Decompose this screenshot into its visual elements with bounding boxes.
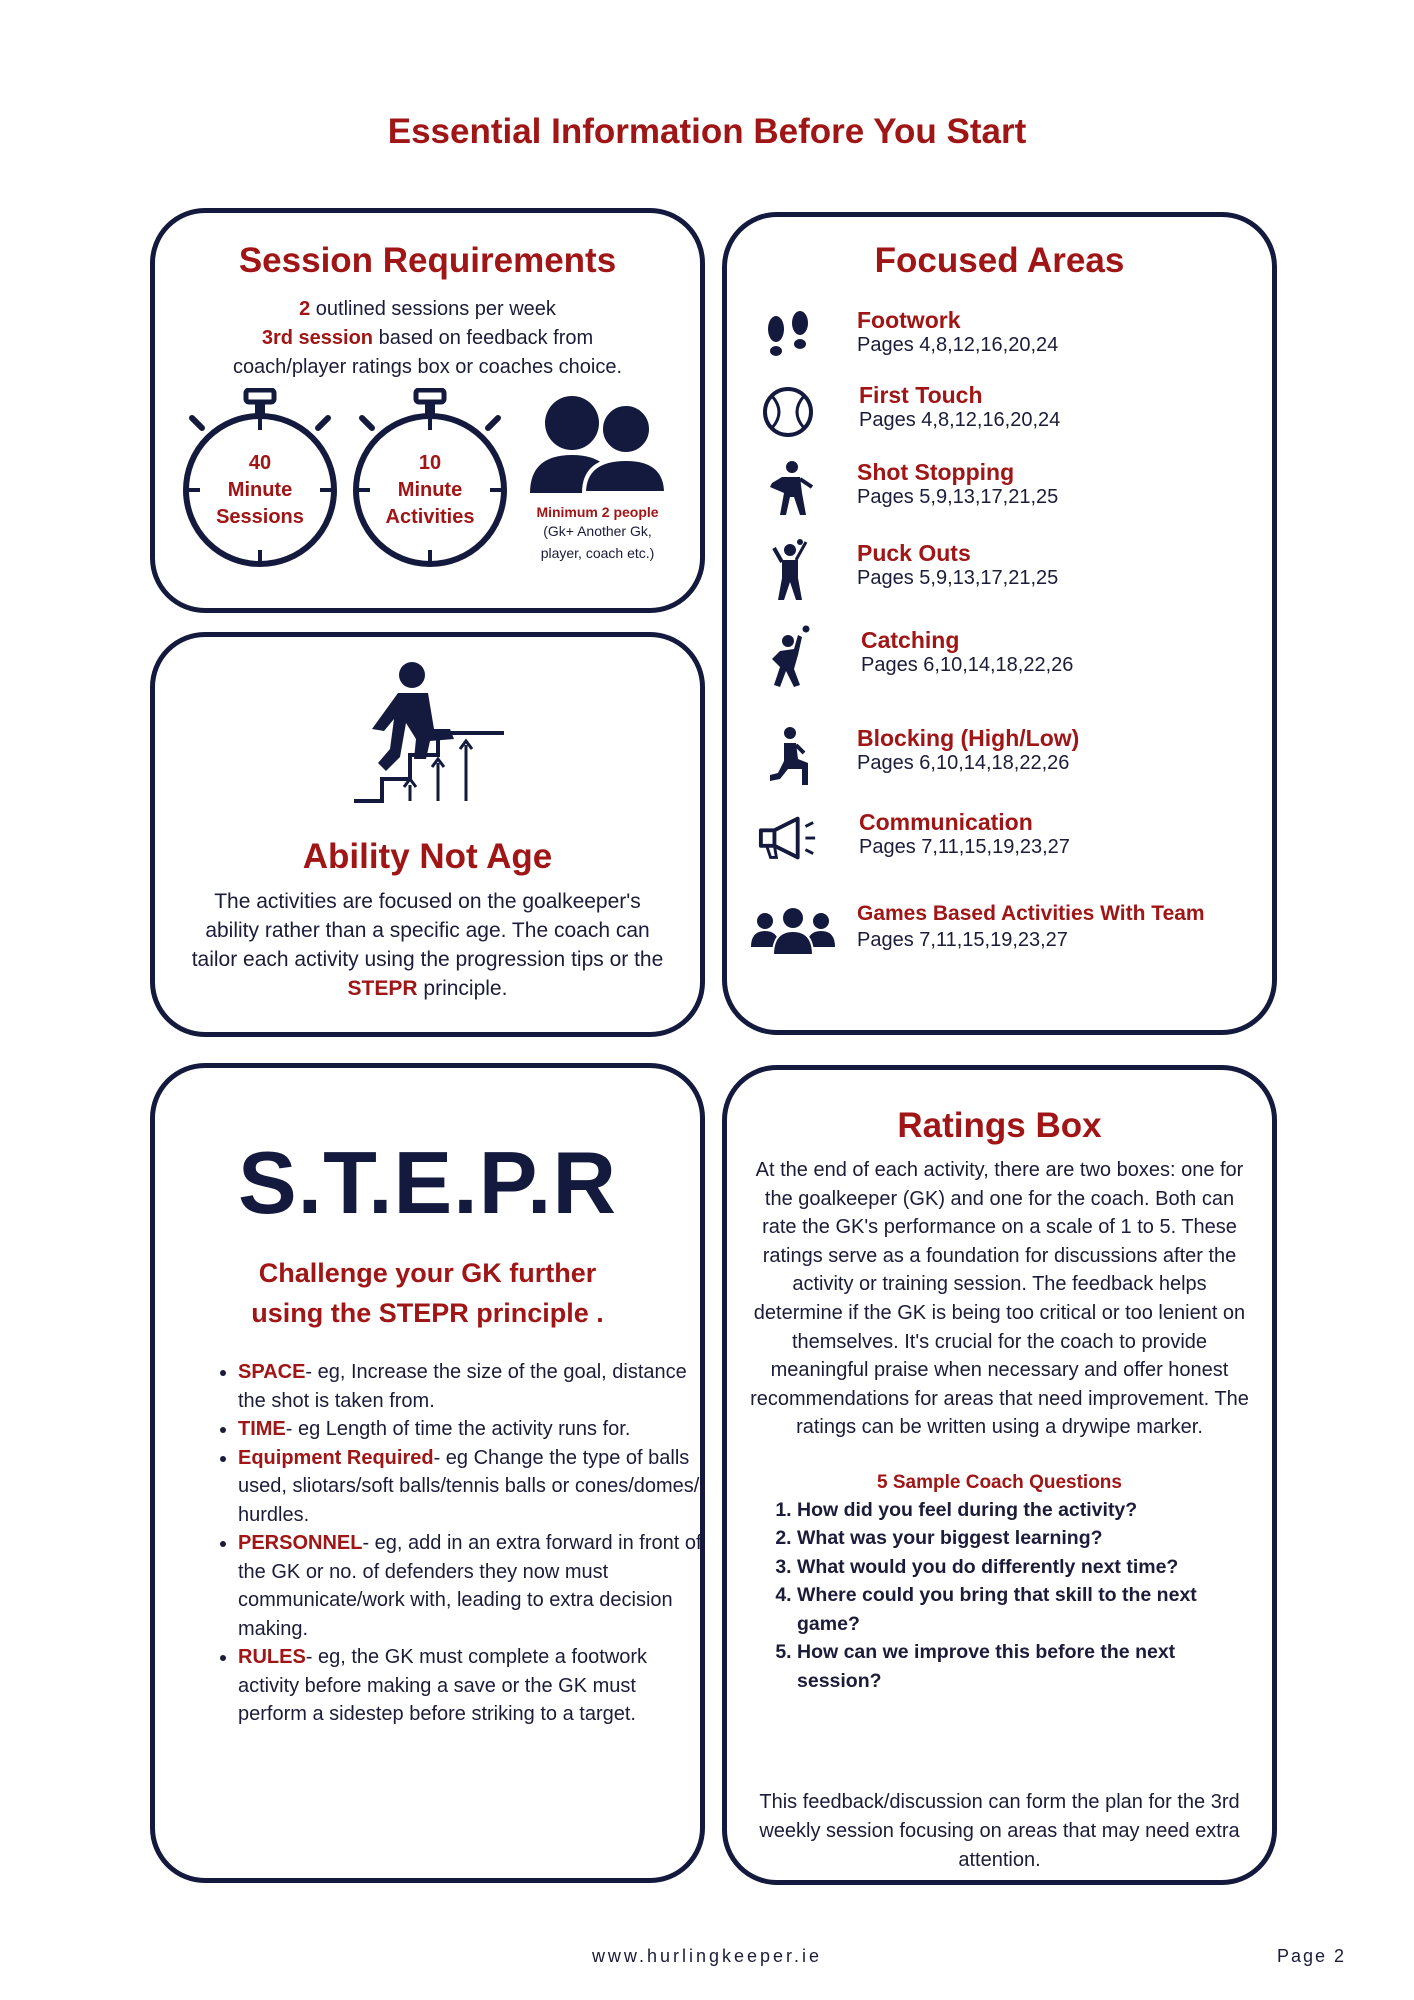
footer-website[interactable]: www.hurlingkeeper.ie [591, 1946, 823, 1966]
page-number: Page 2 [1276, 1946, 1346, 1966]
stepr-list [203, 1358, 708, 1729]
ratings-closing: This feedback/discussion can form the plan for the 3rd weekly session focusing on areas that may need extra attention. [759, 1791, 1240, 1871]
questions-title: 5 Sample Coach Questions [877, 1471, 1122, 1493]
megaphone-icon [757, 809, 819, 869]
list-item: • TIME- eg Length of time the activity runs for. [238, 1415, 708, 1444]
timer-40-minutes: 40 Minute Sessions [180, 388, 340, 578]
focused-areas-card [722, 212, 1277, 1035]
list-item: • SPACE- eg, Increase the size of the goal, distance the shot is taken from. [238, 1358, 708, 1415]
list-item: 1. How did you feel during the activity? [797, 1496, 1207, 1525]
list-item: 5. How can we improve this before the next session? [797, 1638, 1207, 1695]
list-item: 2. What was your biggest learning? [797, 1524, 1207, 1553]
questions-list [727, 1496, 1207, 1696]
goalkeeper-icon [757, 459, 819, 519]
ability-text: The activities are focused on the goalkeeper's ability rather than a specific age. The coach can tailor each activity using the progression tips or the STEPR principle. [191, 890, 664, 1000]
stepr-challenge: Challenge your GK further using the STEPR principle . [251, 1258, 604, 1328]
ability-heading: Ability Not Age [302, 837, 553, 876]
list-item: 3. What would you do differently next time? [797, 1553, 1207, 1582]
team-icon [751, 902, 835, 962]
ratings-text: At the end of each activity, there are two boxes: one for the goalkeeper (GK) and one for the coach. Both can rate the GK's performance on a scale of 1 to 5. These ratings serve as a foundation for discussions after the activity or training session. The feedback helps determine if the GK is being too critical or too lenient on themselves. It's crucial for the coach to provide meaningful praise when necessary and offer honest recommendations for areas that need improvement. The ratings can be written using a drywipe marker. [750, 1159, 1249, 1439]
list-item: • RULES- eg, the GK must complete a footwork activity before making a save or the GK must perform a sidestep before striking to a target. [238, 1643, 708, 1729]
focus-item-footwork: Footwork Pages 4,8,12,16,20,24 [757, 307, 1257, 367]
minimum-people: Minimum 2 people (Gk+ Another Gk, player, coach etc.) [515, 393, 680, 564]
focus-item-shot-stopping: Shot Stopping Pages 5,9,13,17,21,25 [757, 459, 1257, 519]
page-title: Essential Information Before You Start [387, 112, 1027, 151]
session-description: 2 outlined sessions per week 3rd session based on feedback from coach/player ratings box or coaches choice. [232, 298, 623, 378]
focus-item-blocking: Blocking (High/Low) Pages 6,10,14,18,22,26 [757, 725, 1257, 785]
list-item: • Equipment Required- eg Change the type of balls used, sliotars/soft balls/tennis balls or cones/domes/ hurdles. [238, 1444, 708, 1530]
hurler-icon [757, 540, 819, 600]
stepr-title: S.T.E.P.R [237, 1133, 618, 1232]
stepr-card [150, 1063, 705, 1883]
focus-item-communication: Communication Pages 7,11,15,19,23,27 [757, 809, 1257, 869]
people-icon [528, 393, 668, 495]
ratings-box-card [722, 1065, 1277, 1885]
kneeling-icon [757, 725, 819, 785]
focus-item-puck-outs: Puck Outs Pages 5,9,13,17,21,25 [757, 540, 1257, 600]
list-item: 4. Where could you bring that skill to the next game? [797, 1581, 1207, 1638]
catching-icon [757, 627, 819, 687]
focus-item-first-touch: First Touch Pages 4,8,12,16,20,24 [757, 382, 1257, 442]
ability-not-age-card [150, 632, 705, 1037]
focused-heading: Focused Areas [874, 241, 1125, 280]
timer-10-minutes: 10 Minute Activities [350, 388, 510, 578]
session-heading: Session Requirements [238, 241, 617, 280]
focus-item-catching: Catching Pages 6,10,14,18,22,26 [757, 627, 1257, 687]
stairs-climber-icon [350, 659, 505, 807]
focus-item-games-based: Games Based Activities With Team Pages 7,11,15,19,23,27 [757, 902, 1257, 962]
session-requirements-card [150, 208, 705, 613]
ball-icon [757, 382, 819, 442]
ratings-heading: Ratings Box [897, 1106, 1102, 1145]
footprints-icon [757, 307, 819, 367]
list-item: • PERSONNEL- eg, add in an extra forward in front of the GK or no. of defenders they now must communicate/work with, leading to extra decision making. [238, 1529, 708, 1643]
